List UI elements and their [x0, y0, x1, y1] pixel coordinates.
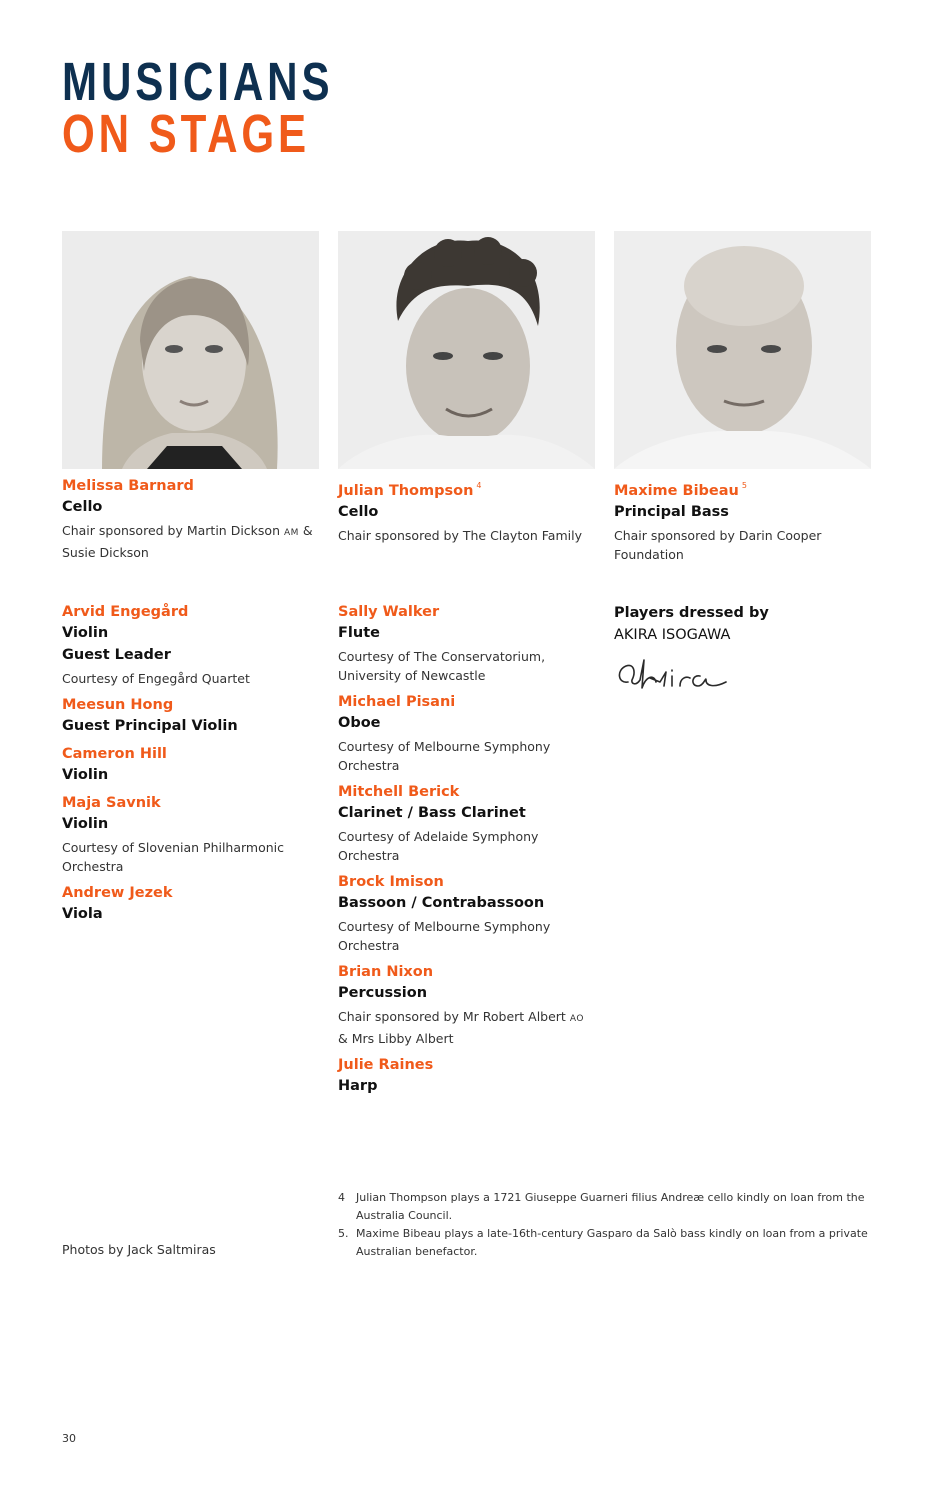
footnote-text: Maxime Bibeau plays a late-16th-century Gasparo da Salò bass kindly on loan from a private Australian benefactor. — [356, 1227, 868, 1258]
musician-role: Guest Principal Violin — [62, 718, 238, 734]
title-line-1: MUSICIANS — [62, 52, 334, 112]
musician-role: Violin — [62, 625, 109, 641]
musician-role: Cello — [62, 499, 103, 515]
list-item — [338, 872, 596, 955]
footnote — [338, 1225, 871, 1261]
courtesy-note: Courtesy of Melbourne Symphony Orchestra — [338, 919, 551, 953]
musician-name: Maja Savnik — [62, 795, 161, 811]
musician-name: Michael Pisani — [338, 694, 456, 710]
portrait-melissa-barnard — [62, 231, 319, 469]
musician-name: Meesun Hong — [62, 697, 174, 713]
list-item — [338, 692, 596, 775]
list-item — [338, 602, 596, 685]
courtesy-note: Courtesy of Adelaide Symphony Orchestra — [338, 829, 539, 863]
musician-name: Julian Thompson $^4$ — [338, 481, 482, 499]
musician-role: Oboe — [338, 715, 381, 731]
musician-role: Flute — [338, 625, 380, 641]
courtesy-note: Courtesy of Slovenian Philharmonic Orchestra — [62, 840, 285, 874]
footnote-number: 4 — [338, 1191, 345, 1204]
title-line-2: ON STAGE — [62, 104, 311, 164]
footnote-text: Julian Thompson plays a 1721 Giuseppe Guarneri filius Andreæ cello kindly on loan from the Australia Council. — [356, 1191, 865, 1222]
musician-list-column-2 — [338, 602, 596, 1104]
musician-name: Brock Imison — [338, 874, 444, 890]
footnote-ref: 4 — [476, 481, 482, 490]
dressed-by-block — [614, 602, 872, 698]
musician-name: Melissa Barnard — [62, 478, 194, 494]
musician-name: Maxime Bibeau $^5$ — [614, 481, 747, 499]
musician-role: Bassoon / Contrabassoon — [338, 895, 545, 911]
musician-role: Violin — [62, 767, 109, 783]
musician-name: Julie Raines — [338, 1057, 434, 1073]
list-item — [62, 883, 320, 925]
portrait-julian-thompson — [338, 231, 595, 469]
musician-name: Cameron Hill — [62, 746, 167, 762]
sponsor-note: Chair sponsored by Darin Cooper Foundation — [614, 528, 822, 562]
footnote-ref: 5 — [741, 481, 747, 490]
photo-credits: Photos by Jack Saltmiras — [62, 1242, 216, 1257]
musician-role: Principal Bass — [614, 504, 729, 520]
featured-caption-1 — [62, 476, 320, 562]
musician-name: Sally Walker — [338, 604, 440, 620]
musician-list-column-1 — [62, 602, 320, 932]
footnote-number: 5. — [338, 1227, 349, 1240]
list-item — [62, 602, 320, 688]
musician-name: Brian Nixon — [338, 964, 434, 980]
list-item — [338, 962, 596, 1048]
musician-role: Guest Leader — [62, 647, 171, 663]
musician-role: Harp — [338, 1078, 378, 1094]
courtesy-note: Courtesy of Melbourne Symphony Orchestra — [338, 739, 551, 773]
dressed-by-label: Players dressed by — [614, 605, 769, 621]
musician-role: Viola — [62, 906, 103, 922]
featured-caption-3 — [614, 476, 872, 564]
musician-role: Percussion — [338, 985, 428, 1001]
musician-role: Cello — [338, 504, 379, 520]
musician-name: Arvid Engegård — [62, 604, 189, 620]
musician-name: Andrew Jezek — [62, 885, 173, 901]
list-item — [62, 744, 320, 786]
musician-name: Mitchell Berick — [338, 784, 460, 800]
designer-name: AKIRA ISOGAWA — [614, 627, 731, 643]
designer-signature — [614, 652, 872, 698]
list-item — [338, 782, 596, 865]
featured-caption-2 — [338, 476, 596, 545]
courtesy-note: Courtesy of Engegård Quartet — [62, 671, 250, 686]
page-number: 30 — [62, 1432, 76, 1445]
list-item — [62, 695, 320, 737]
sponsor-note: Chair sponsored by The Clayton Family — [338, 528, 582, 543]
list-item — [338, 1055, 596, 1097]
list-item — [62, 793, 320, 876]
courtesy-note: Courtesy of The Conservatorium, University of Newcastle — [338, 649, 546, 683]
sponsor-note: Chair sponsored by Martin Dickson AM & Susie Dickson — [62, 523, 313, 560]
page-title — [62, 52, 334, 164]
footnotes — [338, 1189, 871, 1261]
portrait-maxime-bibeau — [614, 231, 871, 469]
footnote — [338, 1189, 871, 1225]
sponsor-note: Chair sponsored by Mr Robert Albert AO & Mrs Libby Albert — [338, 1009, 584, 1046]
musician-role: Clarinet / Bass Clarinet — [338, 805, 526, 821]
musician-role: Violin — [62, 816, 109, 832]
